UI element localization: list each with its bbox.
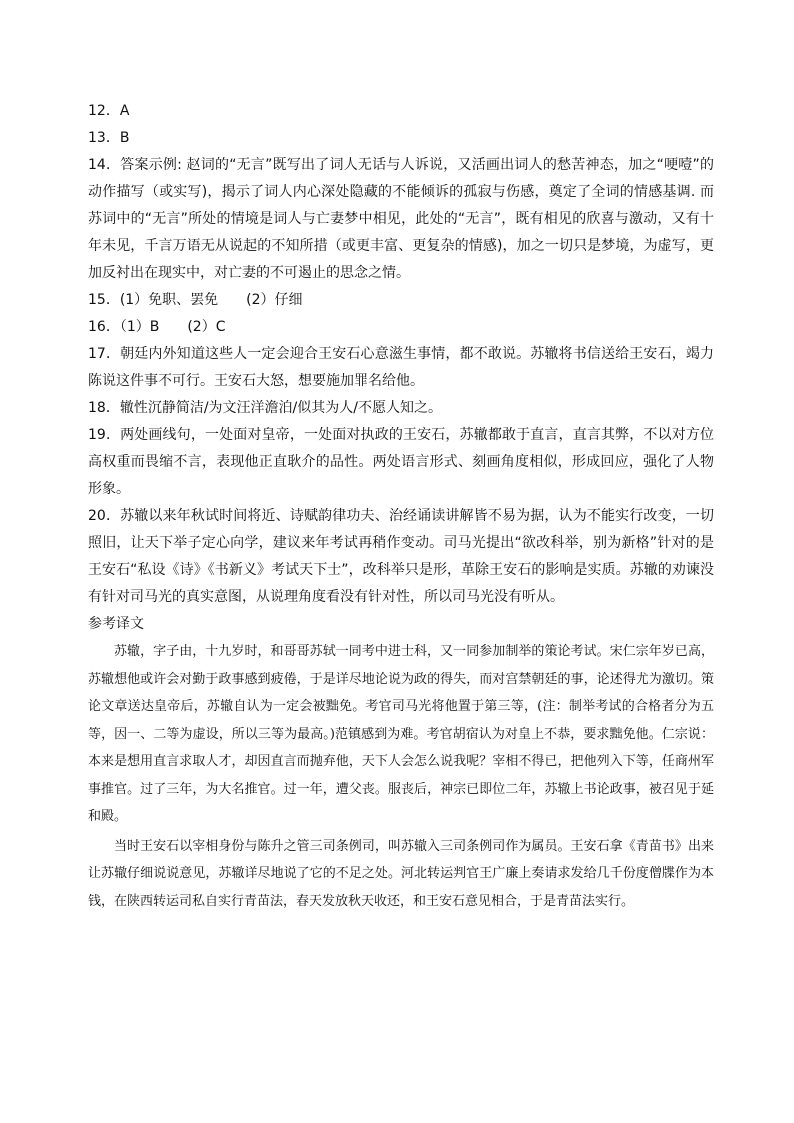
answer-15: 15．(1）免职、罢免 (2）仔细 — [88, 292, 303, 308]
translation-paragraph-2: 当时王安石以宰相身份与陈升之管三司条例司，叫苏辙入三司条例司作为属员。王安石拿《青苗书》出来让苏辙仔细说说意见，苏辙详尽地说了它的不足之处。河北转运判官王广廉上奏请求发给几千份度僧牒作为本钱，在陕西转运司私自实行青苗法，春天发放秋天收还，和王安石意见相合，于是青苗法实行。 — [88, 838, 714, 909]
answer-13: 13．B — [88, 130, 130, 146]
answer-19: 19．两处画线句，一处面对皇帝，一处面对执政的王安石，苏辙都敢于直言，直言其弊，不以对方位高权重而畏缩不言，表现他正直耿介的品性。两处语言形式、刻画角度相似，形成回应，强化了人物形象。 — [88, 427, 714, 497]
reference-translation-heading: 参考译文 — [88, 616, 144, 632]
answer-20: 20．苏辙以来年秋试时间将近、诗赋韵律功夫、治经诵读讲解皆不易为据，认为不能实行改变，一切照旧，让天下举子定心向学，建议来年考试再稍作变动。司马光提出“欲改科举，别为新格”针对的是王安石“私设《诗》《书新义》考试天下士”，改科举只是形，革除王安石的影响是实质。苏辙的劝谏没有针对司马光的真实意图，从说理角度看没有针对性，所以司马光没有听从。 — [88, 508, 714, 605]
answer-12: 12．A — [88, 103, 130, 119]
answer-14: 14．答案示例: 赵词的“无言”既写出了词人无话与人诉说，又活画出词人的愁苦神态，加之“哽噎”的动作描写（或实写)，揭示了词人内心深处隐藏的不能倾诉的孤寂与伤感，奠定了全词的情感基调. 而苏词中的“无言”所处的情境是词人与亡妻梦中相见，此处的“无言”，既有相见的欣喜与激动，又有十年未见，千言万语无从说起的不知所措（或更丰富、更复杂的情感)，加之一切只是梦境，为虚写，更加反衬出在现实中，对亡妻的不可遏止的思念之情。 — [88, 157, 714, 281]
translation-paragraph-1: 苏辙，字子由，十九岁时，和哥哥苏轼一同考中进士科，又一同参加制举的策论考试。宋仁宗年岁已高，苏辙想他或许会对勤于政事感到疲倦，于是详尽地论说为政的得失，而对宫禁朝廷的事，论述得尤为激切。策论文章送达皇帝后，苏辙自认为一定会被黜免。考官司马光将他置于第三等，(注：制举考试的合格者分为五等，因一、二等为虚设，所以三等为最高。)范镇感到为难。考官胡宿认为对皇上不恭，要求黜免他。仁宗说：本来是想用直言求取人才，却因直言而抛弃他，天下人会怎么说我呢？宰相不得已，把他列入下等，任商州军事推官。过了三年，为大名推官。过一年，遭父丧。服丧后，神宗已即位二年，苏辙上书论政事，被召见于延和殿。 — [88, 644, 714, 824]
answer-content — [88, 98, 714, 915]
answer-18: 18．辙性沉静简洁/为文汪洋澹泊/似其为人/不愿人知之。 — [88, 400, 442, 416]
answer-17: 17．朝廷内外知道这些人一定会迎合王安石心意滋生事情，都不敢说。苏辙将书信送给王安石，竭力陈说这件事不可行。王安石大怒，想要施加罪名给他。 — [88, 346, 714, 389]
answer-16: 16．（1）B (2）C — [88, 319, 226, 335]
